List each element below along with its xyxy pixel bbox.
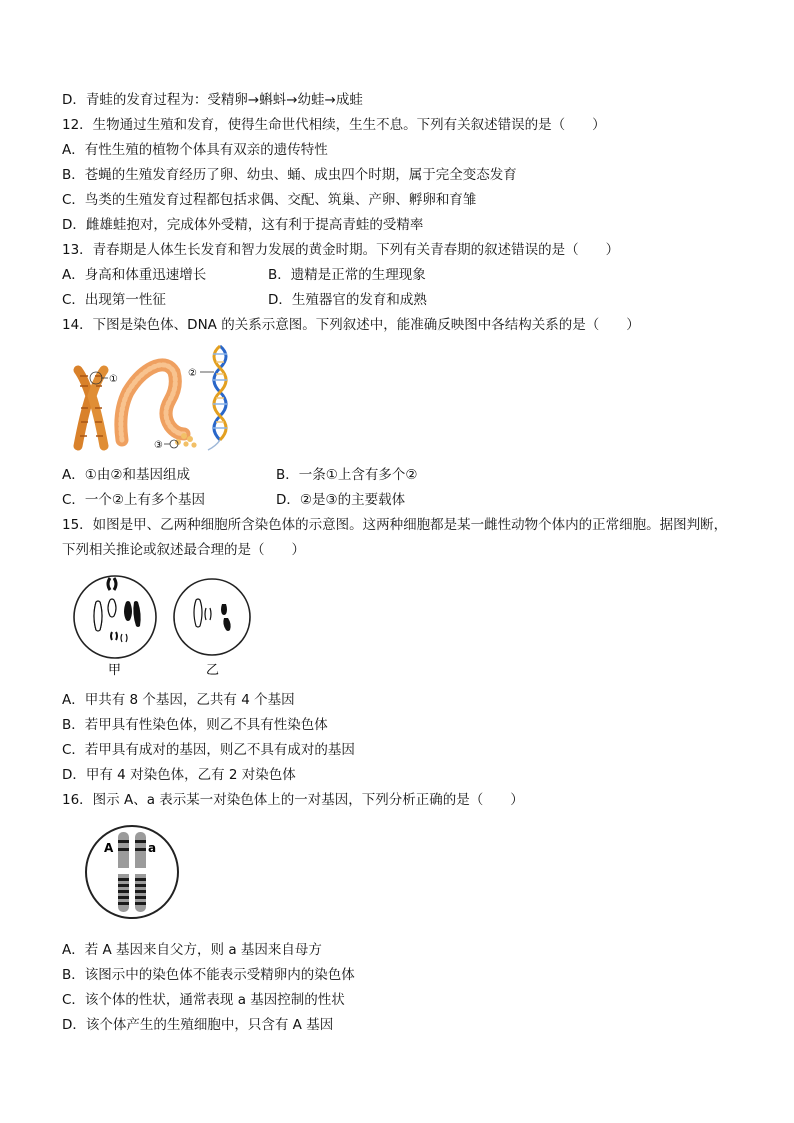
cell-yi-label: 乙	[206, 663, 220, 678]
q15-option-b: B．若甲具有性染色体，则乙不具有性染色体	[62, 717, 328, 733]
chromosome-dna-diagram	[70, 342, 240, 454]
cell-yi-icon	[174, 579, 250, 655]
label-3: ③	[154, 440, 163, 451]
q14-stem: 14．下图是染色体、DNA 的关系示意图。下列叙述中，能准确反映图中各结构关系的是（ ）	[62, 317, 640, 333]
cell-jia-label: 甲	[108, 663, 122, 678]
q13-option-c: C．出现第一性征	[62, 292, 166, 308]
q13-stem: 13．青春期是人体生长发育和智力发展的黄金时期。下列有关青春期的叙述错误的是（ ）	[62, 242, 620, 258]
gene-label-a: a	[148, 841, 157, 855]
q12-option-c: C．鸟类的生殖发育过程都包括求偶、交配、筑巢、产卵、孵卵和育雏	[62, 192, 477, 208]
q15-stem-line2: 下列相关推论或叙述最合理的是（ ）	[62, 542, 305, 558]
q11-option-d: D．青蛙的发育过程为：受精卵→蝌蚪→幼蛙→成蛙	[62, 92, 363, 108]
q16-option-d: D．该个体产生的生殖细胞中，只含有 A 基因	[62, 1017, 334, 1033]
dna-helix-icon	[208, 346, 227, 450]
cell-diagram	[70, 572, 256, 680]
q13-option-a: A．身高和体重迅速增长	[62, 267, 207, 283]
q13-option-d: D．生殖器官的发育和成熟	[268, 292, 427, 308]
label-1: ①	[109, 374, 118, 385]
chromosome-pair-icon	[118, 832, 146, 912]
q15-option-c: C．若甲具有成对的基因，则乙不具有成对的基因	[62, 742, 355, 758]
q14-option-c: C．一个②上有多个基因	[62, 492, 206, 508]
q16-option-b: B．该图示中的染色体不能表示受精卵内的染色体	[62, 967, 355, 983]
q14-option-a: A．①由②和基因组成	[62, 467, 190, 483]
q15-option-a: A．甲共有 8 个基因，乙共有 4 个基因	[62, 692, 295, 708]
q12-option-a: A．有性生殖的植物个体具有双亲的遗传特性	[62, 142, 328, 158]
q15-option-d: D．甲有 4 对染色体，乙有 2 对染色体	[62, 767, 296, 783]
q14-option-b: B．一条①上含有多个②	[276, 467, 418, 483]
q16-option-a: A．若 A 基因来自父方，则 a 基因来自母方	[62, 942, 322, 958]
chromatin-coil-icon	[121, 365, 184, 440]
gene-pair-diagram	[78, 822, 186, 922]
label-2: ②	[188, 368, 197, 379]
q13-option-b: B．遗精是正常的生理现象	[268, 267, 426, 283]
gene-label-A: A	[104, 841, 114, 855]
q14-option-d: D．②是③的主要载体	[276, 492, 406, 508]
q16-option-c: C．该个体的性状，通常表现 a 基因控制的性状	[62, 992, 345, 1008]
q12-option-b: B．苍蝇的生殖发育经历了卵、幼虫、蛹、成虫四个时期，属于完全变态发育	[62, 167, 517, 183]
q12-option-d: D．雌雄蛙抱对，完成体外受精，这有利于提高青蛙的受精率	[62, 217, 424, 233]
q15-stem-line1: 15．如图是甲、乙两种细胞所含染色体的示意图。这两种细胞都是某一雌性动物个体内的正常细胞。据图判断，	[62, 517, 728, 533]
q12-stem: 12．生物通过生殖和发育，使得生命世代相续，生生不息。下列有关叙述错误的是（ ）	[62, 117, 606, 133]
cell-jia-icon	[74, 576, 156, 658]
q16-stem: 16．图示 A、a 表示某一对染色体上的一对基因，下列分析正确的是（ ）	[62, 792, 524, 808]
